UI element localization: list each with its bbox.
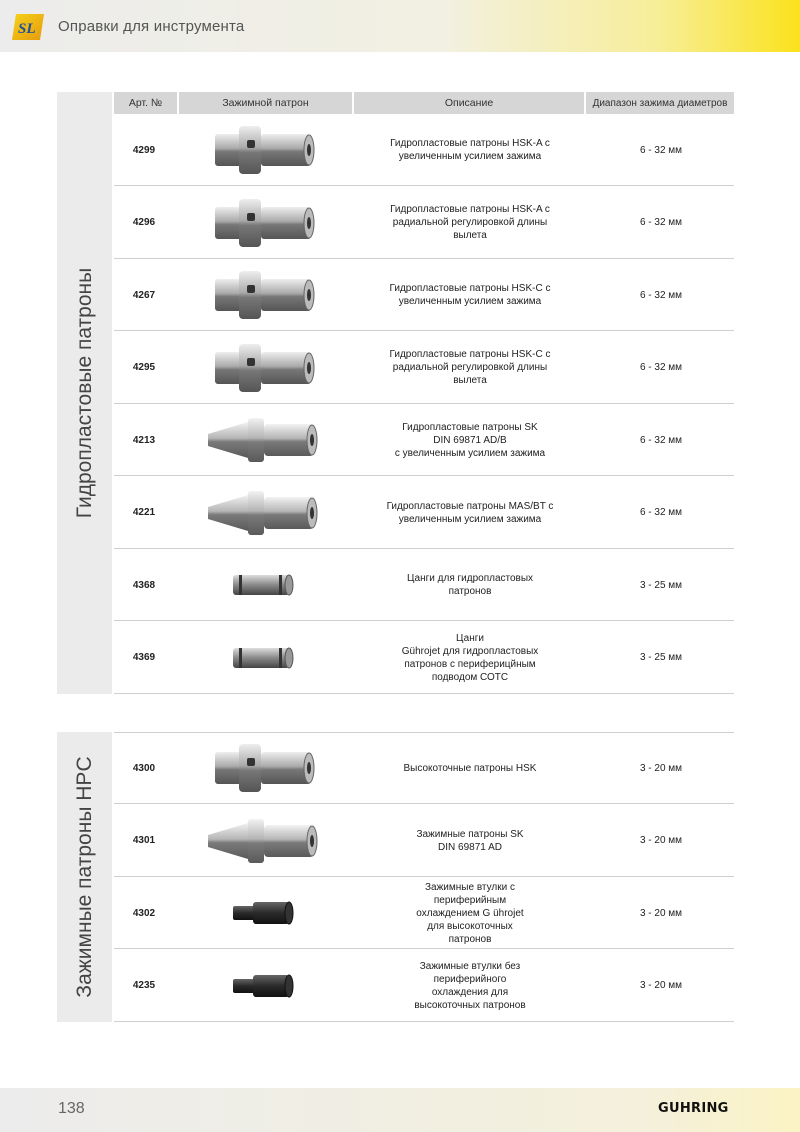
- clamping-range: 3 - 20 мм: [639, 907, 683, 919]
- clamping-range: 6 - 32 мм: [639, 434, 683, 446]
- product-description: Цанги Gührojet для гидропластовых патронов с периферицйным подводом СОТС: [401, 632, 539, 683]
- clamping-range: 6 - 32 мм: [639, 144, 683, 156]
- column-header-art: Арт. №: [114, 92, 177, 114]
- table-row: [114, 332, 734, 404]
- table-row: [114, 114, 734, 186]
- clamping-range: 3 - 25 мм: [639, 652, 683, 663]
- product-description: Гидропластовые патроны MAS/BT с увеличенным усилием зажима: [386, 500, 554, 525]
- article-number: 4300: [132, 762, 156, 774]
- page-footer: [0, 1088, 800, 1132]
- product-description: Гидропластовые патроны HSK-C с радиальной регулировкой длины вылета: [389, 349, 551, 386]
- article-number: 4369: [132, 652, 156, 663]
- table-row: [114, 732, 734, 804]
- product-description: Цанги для гидропластовых патронов: [406, 573, 534, 597]
- article-number: 4368: [132, 579, 156, 591]
- clamping-range: 3 - 20 мм: [639, 835, 683, 846]
- sleeve-icon: [178, 877, 350, 949]
- article-number: 4267: [132, 289, 156, 301]
- column-header-description: Описание: [354, 92, 584, 114]
- article-number: 4301: [132, 835, 156, 846]
- table-row: [114, 622, 734, 694]
- hsk-chuck-icon: [178, 187, 350, 259]
- clamping-range: 6 - 32 мм: [639, 289, 683, 301]
- product-description: Высокоточные патроны HSK: [403, 762, 537, 774]
- sk-chuck-icon: [178, 404, 350, 476]
- table-row: [114, 549, 734, 621]
- section-side-label: [57, 732, 112, 1022]
- product-description: Гидропластовые патроны SK DIN 69871 AD/B с увеличенным усилием зажима: [394, 421, 546, 459]
- section-title: Зажимные патроны HPC: [72, 756, 96, 998]
- page-header: [0, 0, 800, 52]
- table-row: [114, 805, 734, 877]
- table-row: [114, 187, 734, 259]
- product-description: Зажимные втулки без периферийного охлаждения для высокоточных патронов: [414, 960, 526, 1011]
- article-number: 4295: [132, 362, 156, 373]
- article-number: 4213: [132, 434, 156, 446]
- row-divider: [114, 693, 734, 694]
- clamping-range: 3 - 20 мм: [639, 762, 683, 774]
- table-row: [114, 950, 734, 1022]
- article-number: 4235: [132, 980, 156, 991]
- column-header-range: Диапазон зажима диаметров: [586, 92, 734, 114]
- section-title: Гидропластовые патроны: [72, 267, 96, 519]
- article-number: 4296: [132, 217, 156, 228]
- svg-text:SL: SL: [18, 21, 36, 37]
- sk-chuck-icon: [178, 477, 350, 549]
- section-side-label: [57, 92, 112, 694]
- hsk-chuck-icon: [178, 332, 350, 404]
- collet-icon: [178, 622, 350, 694]
- column-header-chuck: Зажимной патрон: [179, 92, 352, 114]
- product-description: Зажимные втулки с периферийным охлаждением G ührojet для высокоточных патронов: [416, 881, 524, 945]
- page-title: Оправки для инструмента: [58, 18, 245, 35]
- clamping-range: 3 - 25 мм: [639, 579, 683, 591]
- hsk-chuck-icon: [178, 114, 350, 186]
- product-description: Гидропластовые патроны HSK-A с радиальной регулировкой длины вылета: [390, 204, 550, 241]
- sl-logo-icon: [12, 14, 44, 40]
- product-description: Гидропластовые патроны HSK-C с увеличенным усилием зажима: [389, 283, 551, 307]
- sleeve-icon: [178, 950, 350, 1022]
- clamping-range: 3 - 20 мм: [639, 980, 683, 991]
- table-row: [114, 477, 734, 549]
- table-row: [114, 877, 734, 949]
- collet-icon: [178, 549, 350, 621]
- page-number: 138: [58, 1100, 85, 1117]
- article-number: 4299: [132, 144, 156, 156]
- clamping-range: 6 - 32 мм: [639, 217, 683, 228]
- table-row: [114, 259, 734, 331]
- brand-logo: GUHRING: [658, 1101, 729, 1116]
- clamping-range: 6 - 32 мм: [639, 507, 683, 518]
- article-number: 4302: [132, 907, 156, 919]
- row-divider: [114, 1021, 734, 1022]
- clamping-range: 6 - 32 мм: [639, 362, 683, 373]
- hsk-chuck-icon: [178, 259, 350, 331]
- article-number: 4221: [132, 507, 156, 518]
- product-description: Гидропластовые патроны HSK-A с увеличенным усилием зажима: [390, 138, 550, 162]
- table-row: [114, 404, 734, 476]
- sk-chuck-icon: [178, 805, 350, 877]
- hsk-chuck-icon: [178, 732, 350, 804]
- product-description: Зажимные патроны SK DIN 69871 AD: [416, 828, 524, 853]
